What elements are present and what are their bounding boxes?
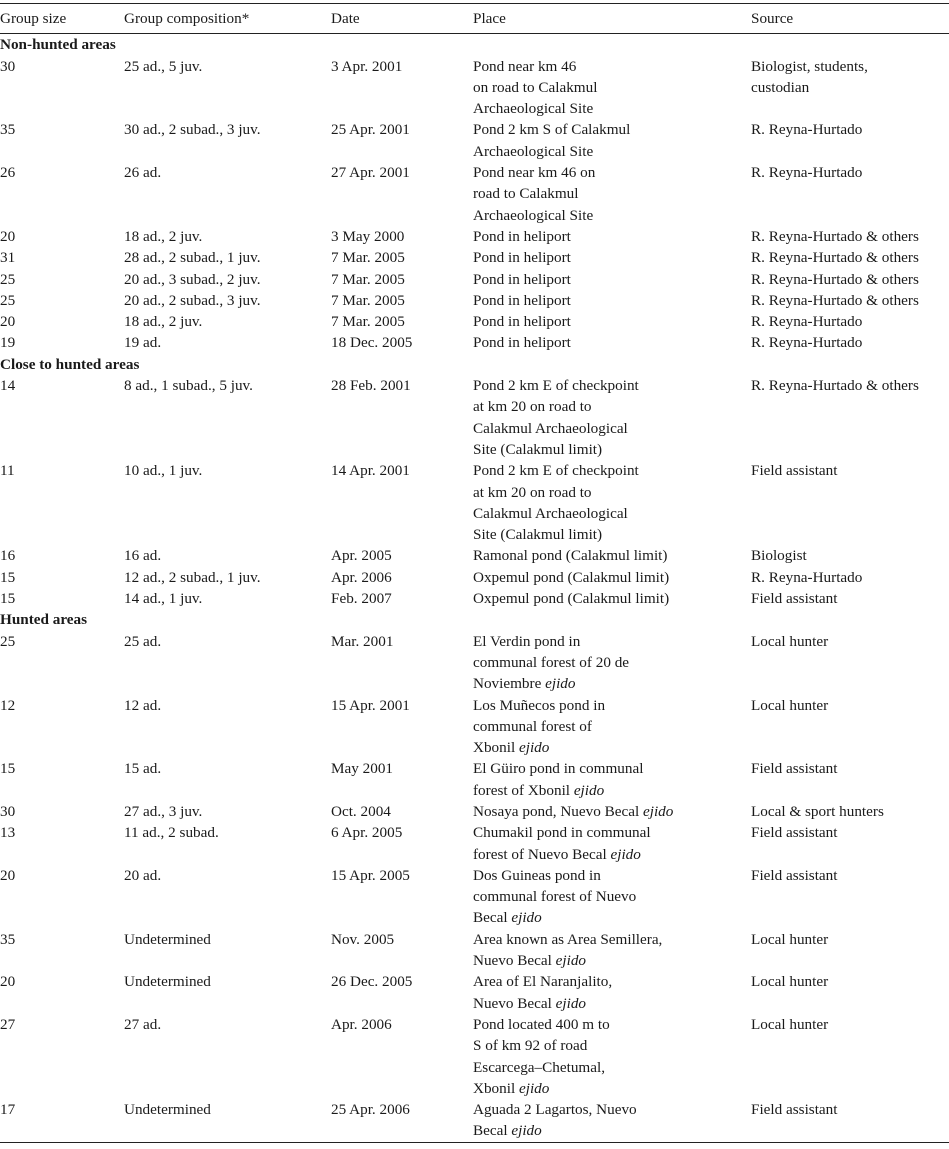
- group-composition-cell: 26 ad.: [124, 164, 162, 182]
- group-composition-cell: 18 ad., 2 juv.: [124, 313, 203, 331]
- place-cell: [473, 162, 751, 226]
- table-row: [0, 758, 949, 801]
- cell-line: Ramonal pond (Calakmul limit): [473, 547, 668, 565]
- cell-line: Calakmul Archaeological: [473, 504, 628, 522]
- date-cell: 26 Dec. 2005: [331, 973, 413, 991]
- cell-line: Archaeological Site: [473, 142, 594, 160]
- cell-line: Calakmul Archaeological: [473, 419, 628, 437]
- source-cell: [751, 226, 949, 247]
- place-cell: [473, 588, 751, 609]
- group-size-cell: 26: [0, 164, 16, 182]
- cell-line: R. Reyna-Hurtado & others: [751, 270, 919, 288]
- source-cell: [751, 460, 949, 545]
- date-cell: 25 Apr. 2006: [331, 1099, 473, 1142]
- source-cell: [751, 311, 949, 332]
- group-size-cell: 20: [0, 973, 16, 991]
- section-row: [0, 354, 949, 375]
- place-cell: [473, 1014, 751, 1099]
- cell-line: Field assistant: [751, 462, 838, 480]
- place-cell: [473, 290, 751, 311]
- group-composition-cell: 12 ad., 2 subad., 1 juv.: [124, 568, 261, 586]
- place-cell: [473, 375, 751, 460]
- cell-line: El Güiro pond in communal: [473, 760, 644, 778]
- source-cell: [751, 56, 949, 120]
- source-cell: [751, 290, 949, 311]
- table-row: [0, 375, 949, 460]
- cell-line: Dos Guineas pond in: [473, 866, 601, 884]
- source-cell: [751, 567, 949, 588]
- source-cell: [751, 929, 949, 972]
- group-composition-cell: 11 ad., 2 subad.: [124, 824, 219, 842]
- cell-line: Local & sport hunters: [751, 802, 884, 820]
- table-row: [0, 311, 949, 332]
- cell-line: Area known as Area Semillera,: [473, 930, 663, 948]
- cell-line: Biologist, students,: [751, 57, 868, 75]
- table-row: [0, 865, 949, 929]
- cell-line: R. Reyna-Hurtado: [751, 164, 863, 182]
- cell-line: Archaeological Site: [473, 206, 594, 224]
- place-cell: [473, 269, 751, 290]
- section-title: Hunted areas: [0, 611, 88, 629]
- cell-line: Aguada 2 Lagartos, Nuevo: [473, 1101, 637, 1119]
- cell-line: Field assistant: [751, 590, 838, 608]
- cell-line: Pond near km 46 on: [473, 164, 596, 182]
- cell-line: Area of El Naranjalito,: [473, 973, 613, 991]
- table-row: [0, 162, 949, 226]
- table-header: [0, 4, 949, 34]
- cell-line: Biologist: [751, 547, 807, 565]
- source-cell: [751, 545, 949, 566]
- cell-line: Xbonil ejido: [473, 1079, 550, 1097]
- table-row: [0, 1099, 949, 1142]
- place-cell: [473, 801, 751, 822]
- group-size-cell: 15: [0, 760, 16, 778]
- cell-line: Pond located 400 m to: [473, 1015, 610, 1033]
- source-cell: [751, 631, 949, 695]
- table-row: [0, 801, 949, 822]
- group-size-cell: 25: [0, 270, 16, 288]
- header-group-size: Group size: [0, 4, 124, 34]
- cell-line: R. Reyna-Hurtado: [751, 121, 863, 139]
- group-size-cell: 19: [0, 334, 16, 352]
- group-size-cell: 12: [0, 696, 16, 714]
- section-title: Close to hunted areas: [0, 355, 140, 373]
- cell-line: Field assistant: [751, 824, 838, 842]
- cell-line: R. Reyna-Hurtado: [751, 334, 863, 352]
- cell-line: Site (Calakmul limit): [473, 526, 603, 544]
- source-cell: [751, 1014, 949, 1099]
- cell-line: Oxpemul pond (Calakmul limit): [473, 590, 670, 608]
- date-cell: 15 Apr. 2005: [331, 866, 410, 884]
- group-size-cell: 35: [0, 121, 16, 139]
- place-cell: [473, 631, 751, 695]
- date-cell: 3 Apr. 2001: [331, 57, 403, 75]
- place-cell: [473, 332, 751, 353]
- place-cell: [473, 460, 751, 545]
- date-cell: Apr. 2006: [331, 1015, 392, 1033]
- date-cell: 7 Mar. 2005: [331, 249, 405, 267]
- source-cell: [751, 801, 949, 822]
- place-cell: [473, 695, 751, 759]
- cell-line: R. Reyna-Hurtado: [751, 313, 863, 331]
- date-cell: 15 Apr. 2001: [331, 696, 410, 714]
- table-row: [0, 119, 949, 162]
- group-composition-cell: Undetermined: [124, 1099, 331, 1142]
- source-cell: [751, 1099, 949, 1142]
- group-composition-cell: 16 ad.: [124, 547, 162, 565]
- group-composition-cell: 25 ad.: [124, 632, 162, 650]
- cell-line: road to Calakmul: [473, 185, 579, 203]
- table-row: [0, 567, 949, 588]
- group-size-cell: 20: [0, 227, 16, 245]
- place-cell: [473, 929, 751, 972]
- source-cell: [751, 971, 949, 1014]
- date-cell: Nov. 2005: [331, 930, 395, 948]
- header-row: [0, 4, 949, 34]
- group-composition-cell: 8 ad., 1 subad., 5 juv.: [124, 377, 253, 395]
- place-cell: [473, 822, 751, 865]
- cell-line: Pond in heliport: [473, 249, 571, 267]
- group-size-cell: 20: [0, 313, 16, 331]
- cell-line: El Verdin pond in: [473, 632, 581, 650]
- date-cell: Apr. 2005: [331, 547, 392, 565]
- date-cell: Oct. 2004: [331, 802, 391, 820]
- place-cell: [473, 758, 751, 801]
- group-composition-cell: 15 ad.: [124, 760, 162, 778]
- place-cell: [473, 247, 751, 268]
- table-row: [0, 588, 949, 609]
- source-cell: [751, 695, 949, 759]
- cell-line: Escarcega–Chetumal,: [473, 1058, 605, 1076]
- date-cell: Feb. 2007: [331, 590, 392, 608]
- cell-line: Los Muñecos pond in: [473, 696, 606, 714]
- table-row: [0, 695, 949, 759]
- group-size-cell: 31: [0, 249, 16, 267]
- group-composition-cell: 14 ad., 1 juv.: [124, 590, 203, 608]
- group-size-cell: 15: [0, 590, 16, 608]
- source-cell: [751, 588, 949, 609]
- header-group-composition: Group composition*: [124, 4, 331, 34]
- section-row: [0, 609, 949, 630]
- header-date: Date: [331, 4, 473, 34]
- table-row: [0, 269, 949, 290]
- table-row: [0, 226, 949, 247]
- place-cell: [473, 56, 751, 120]
- table-row: [0, 56, 949, 120]
- group-composition-cell: 28 ad., 2 subad., 1 juv.: [124, 249, 261, 267]
- group-size-cell: 25: [0, 632, 16, 650]
- table-row: [0, 631, 949, 695]
- table-row: [0, 460, 949, 545]
- cell-line: S of km 92 of road: [473, 1037, 588, 1055]
- cell-line: Pond 2 km E of checkpoint: [473, 462, 639, 480]
- source-cell: [751, 332, 949, 353]
- cell-line: Pond in heliport: [473, 227, 571, 245]
- group-composition-cell: 27 ad.: [124, 1015, 162, 1033]
- date-cell: 6 Apr. 2005: [331, 824, 403, 842]
- cell-line: Becal ejido: [473, 1122, 542, 1140]
- cell-line: on road to Calakmul: [473, 78, 598, 96]
- date-cell: Apr. 2006: [331, 568, 392, 586]
- cell-line: R. Reyna-Hurtado & others: [751, 377, 919, 395]
- place-cell: [473, 545, 751, 566]
- cell-line: R. Reyna-Hurtado: [751, 568, 863, 586]
- group-size-cell: 11: [0, 462, 15, 480]
- cell-line: at km 20 on road to: [473, 483, 592, 501]
- header-source: Source: [751, 4, 949, 34]
- group-composition-cell: Undetermined: [124, 930, 211, 948]
- cell-line: Pond in heliport: [473, 270, 571, 288]
- cell-line: R. Reyna-Hurtado & others: [751, 227, 919, 245]
- cell-line: Chumakil pond in communal: [473, 824, 651, 842]
- cell-line: Pond near km 46: [473, 57, 577, 75]
- group-composition-cell: 12 ad.: [124, 696, 162, 714]
- cell-line: Field assistant: [751, 1101, 838, 1119]
- cell-line: Pond 2 km E of checkpoint: [473, 377, 639, 395]
- cell-line: forest of Nuevo Becal ejido: [473, 845, 641, 863]
- cell-line: Local hunter: [751, 930, 829, 948]
- source-cell: [751, 822, 949, 865]
- source-cell: [751, 865, 949, 929]
- group-composition-cell: 27 ad., 3 juv.: [124, 802, 203, 820]
- cell-line: Pond 2 km S of Calakmul: [473, 121, 631, 139]
- date-cell: 25 Apr. 2001: [331, 121, 410, 139]
- table-row: [0, 929, 949, 972]
- group-size-cell: 15: [0, 568, 16, 586]
- group-size-cell: 25: [0, 291, 16, 309]
- group-composition-cell: 19 ad.: [124, 334, 162, 352]
- place-cell: [473, 865, 751, 929]
- cell-line: Local hunter: [751, 632, 829, 650]
- table-row: [0, 332, 949, 353]
- cell-line: Pond in heliport: [473, 291, 571, 309]
- cell-line: Local hunter: [751, 696, 829, 714]
- cell-line: Xbonil ejido: [473, 739, 550, 757]
- group-composition-cell: 18 ad., 2 juv.: [124, 227, 203, 245]
- date-cell: 3 May 2000: [331, 227, 405, 245]
- group-size-cell: 30: [0, 57, 16, 75]
- group-size-cell: 17: [0, 1099, 124, 1142]
- source-cell: [751, 758, 949, 801]
- date-cell: 7 Mar. 2005: [331, 313, 405, 331]
- cell-line: communal forest of: [473, 717, 592, 735]
- date-cell: May 2001: [331, 760, 394, 778]
- group-composition-cell: 20 ad., 3 subad., 2 juv.: [124, 270, 261, 288]
- place-cell: [473, 971, 751, 1014]
- table-row: [0, 247, 949, 268]
- cell-line: custodian: [751, 78, 810, 96]
- group-size-cell: 30: [0, 802, 16, 820]
- cell-line: Noviembre ejido: [473, 675, 576, 693]
- table-row: [0, 290, 949, 311]
- source-cell: [751, 162, 949, 226]
- date-cell: 27 Apr. 2001: [331, 164, 410, 182]
- group-size-cell: 14: [0, 377, 16, 395]
- date-cell: 14 Apr. 2001: [331, 462, 410, 480]
- cell-line: Field assistant: [751, 866, 838, 884]
- place-cell: [473, 226, 751, 247]
- cell-line: Oxpemul pond (Calakmul limit): [473, 568, 670, 586]
- header-place: Place: [473, 4, 751, 34]
- cell-line: Local hunter: [751, 973, 829, 991]
- table-row: [0, 971, 949, 1014]
- date-cell: 7 Mar. 2005: [331, 270, 405, 288]
- table-row: [0, 822, 949, 865]
- group-size-cell: 27: [0, 1015, 16, 1033]
- table-body: [0, 34, 949, 1142]
- cell-line: forest of Xbonil ejido: [473, 781, 605, 799]
- cell-line: Field assistant: [751, 760, 838, 778]
- section-row: [0, 34, 949, 56]
- group-size-cell: 16: [0, 547, 16, 565]
- cell-line: Nosaya pond, Nuevo Becal ejido: [473, 802, 674, 820]
- group-composition-cell: 30 ad., 2 subad., 3 juv.: [124, 121, 261, 139]
- cell-line: Site (Calakmul limit): [473, 440, 603, 458]
- cell-line: Local hunter: [751, 1015, 829, 1033]
- cell-line: Nuevo Becal ejido: [473, 994, 587, 1012]
- source-cell: [751, 375, 949, 460]
- cell-line: at km 20 on road to: [473, 398, 592, 416]
- group-composition-cell: Undetermined: [124, 973, 211, 991]
- table-row: [0, 545, 949, 566]
- source-cell: [751, 119, 949, 162]
- group-size-cell: 13: [0, 824, 16, 842]
- group-composition-cell: 20 ad., 2 subad., 3 juv.: [124, 291, 261, 309]
- cell-line: Pond in heliport: [473, 334, 571, 352]
- group-size-cell: 20: [0, 866, 16, 884]
- date-cell: 7 Mar. 2005: [331, 291, 405, 309]
- group-composition-cell: 10 ad., 1 juv.: [124, 462, 203, 480]
- place-cell: [473, 1099, 751, 1142]
- date-cell: 18 Dec. 2005: [331, 334, 413, 352]
- cell-line: R. Reyna-Hurtado & others: [751, 291, 919, 309]
- cell-line: communal forest of 20 de: [473, 653, 630, 671]
- place-cell: [473, 119, 751, 162]
- cell-line: Becal ejido: [473, 909, 542, 927]
- section-title: Non-hunted areas: [0, 36, 116, 54]
- cell-line: R. Reyna-Hurtado & others: [751, 249, 919, 267]
- source-cell: [751, 269, 949, 290]
- source-cell: [751, 247, 949, 268]
- place-cell: [473, 567, 751, 588]
- group-composition-cell: 20 ad.: [124, 866, 162, 884]
- cell-line: communal forest of Nuevo: [473, 888, 637, 906]
- group-composition-cell: 25 ad., 5 juv.: [124, 57, 203, 75]
- cell-line: Archaeological Site: [473, 100, 594, 118]
- place-cell: [473, 311, 751, 332]
- group-size-cell: 35: [0, 930, 16, 948]
- cell-line: Nuevo Becal ejido: [473, 952, 587, 970]
- table-row: [0, 1014, 949, 1099]
- cell-line: Pond in heliport: [473, 313, 571, 331]
- data-table: [0, 3, 949, 1143]
- date-cell: 28 Feb. 2001: [331, 377, 411, 395]
- date-cell: Mar. 2001: [331, 632, 394, 650]
